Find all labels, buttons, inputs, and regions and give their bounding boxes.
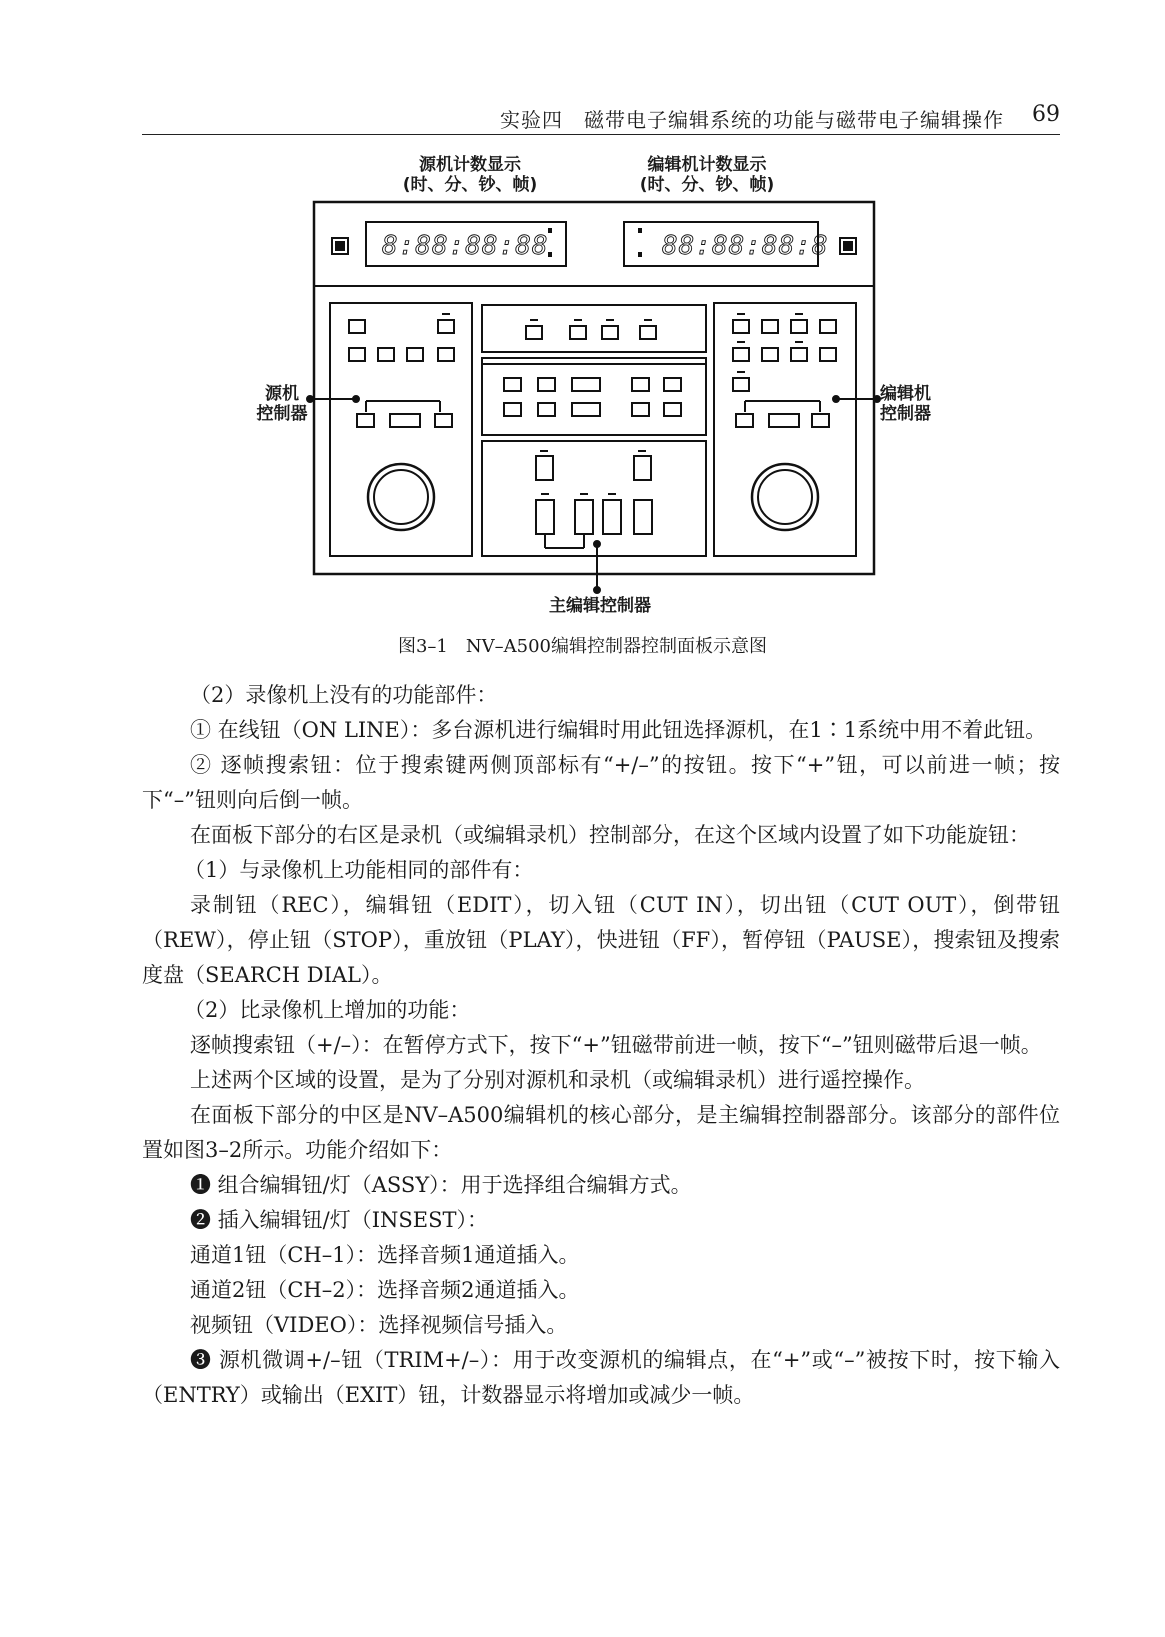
edit-search-dial (752, 464, 818, 530)
figure-3-1 (0, 0, 1165, 680)
paragraph: ❶ 组合编辑钮/灯（ASSY）：用于选择组合编辑方式。 (190, 1173, 692, 1197)
main-controller-label: 主编辑控制器 (549, 596, 651, 616)
paragraph: ② 逐帧搜索钮：位于搜索键两侧顶部标有“+/–”的按钮。按下“+”钮，可以前进一帧；按下“–”钮则向后倒一帧。 (142, 753, 1060, 812)
main-controller-middle (482, 358, 706, 435)
edit-counter-digits: 88:88:88:8 (662, 231, 829, 261)
paragraph: （2）比录像机上增加的功能： (184, 998, 471, 1022)
paragraph: （1）与录像机上功能相同的部件有： (184, 858, 534, 882)
paragraph: 视频钮（VIDEO）：选择视频信号插入。 (190, 1313, 568, 1337)
paragraph: ❷ 插入编辑钮/灯（INSEST）： (190, 1208, 489, 1232)
source-counter-label: 源机计数显示 (时、分、钞、帧) (402, 155, 538, 195)
figure-caption: 图3–1 NV–A500编辑控制器控制面板示意图 (397, 636, 767, 657)
paragraph: ① 在线钮（ON LINE）：多台源机进行编辑时用此钮选择源机，在1∶1系统中用不着此钮。 (190, 718, 1047, 742)
paragraph: 通道1钮（CH–1）：选择音频1通道插入。 (190, 1243, 580, 1267)
paragraph: 上述两个区域的设置，是为了分别对源机和录机（或编辑录机）进行遥控操作。 (190, 1068, 925, 1092)
source-controller-label: 源机 控制器 (256, 384, 308, 424)
paragraph: 在面板下部分的中区是NV–A500编辑机的核心部分，是主编辑控制器部分。该部分的部件位置如图3–2所示。功能介绍如下： (142, 1103, 1060, 1162)
running-title: 实验四 磁带电子编辑系统的功能与磁带电子编辑操作 (500, 108, 1004, 132)
edit-controller-panel (714, 303, 856, 556)
control-panel-diagram (0, 0, 1165, 680)
right-indicator-icon (840, 238, 856, 254)
paragraph: 录制钮（REC），编辑钮（EDIT），切入钮（CUT IN），切出钮（CUT OUT），倒带钮（REW），停止钮（STOP），重放钮（PLAY），快进钮（FF），暂停钮（PAUSE），搜索钮及搜索度盘（SEARCH DIAL）。 (142, 893, 1060, 987)
source-counter-digits: 8:88:88:88 (382, 231, 549, 261)
edit-controller-label: 编辑机 控制器 (880, 384, 931, 424)
body-text (142, 678, 1060, 1413)
left-indicator-icon (332, 238, 348, 254)
paragraph: 在面板下部分的右区是录机（或编辑录机）控制部分，在这个区域内设置了如下功能旋钮： (190, 823, 1030, 847)
paragraph: ❸ 源机微调+/–钮（TRIM+/–）：用于改变源机的编辑点，在“+”或“–”被按下时，按下输入（ENTRY）或输出（EXIT）钮，计数器显示将增加或减少一帧。 (142, 1348, 1060, 1407)
paragraph: 通道2钮（CH–2）：选择音频2通道插入。 (190, 1278, 580, 1302)
paragraph: 逐帧搜索钮（+/–）：在暂停方式下，按下“+”钮磁带前进一帧，按下“–”钮则磁带后退一帧。 (190, 1033, 1042, 1057)
source-controller-panel (330, 303, 472, 556)
main-controller-bottom (482, 441, 706, 556)
main-controller-top (482, 305, 706, 352)
paragraph: （2）录像机上没有的功能部件： (190, 683, 498, 707)
source-search-dial (368, 464, 434, 530)
edit-counter-label: 编辑机计数显示 (时、分、钞、帧) (639, 155, 775, 195)
page-number: 69 (1032, 102, 1060, 127)
